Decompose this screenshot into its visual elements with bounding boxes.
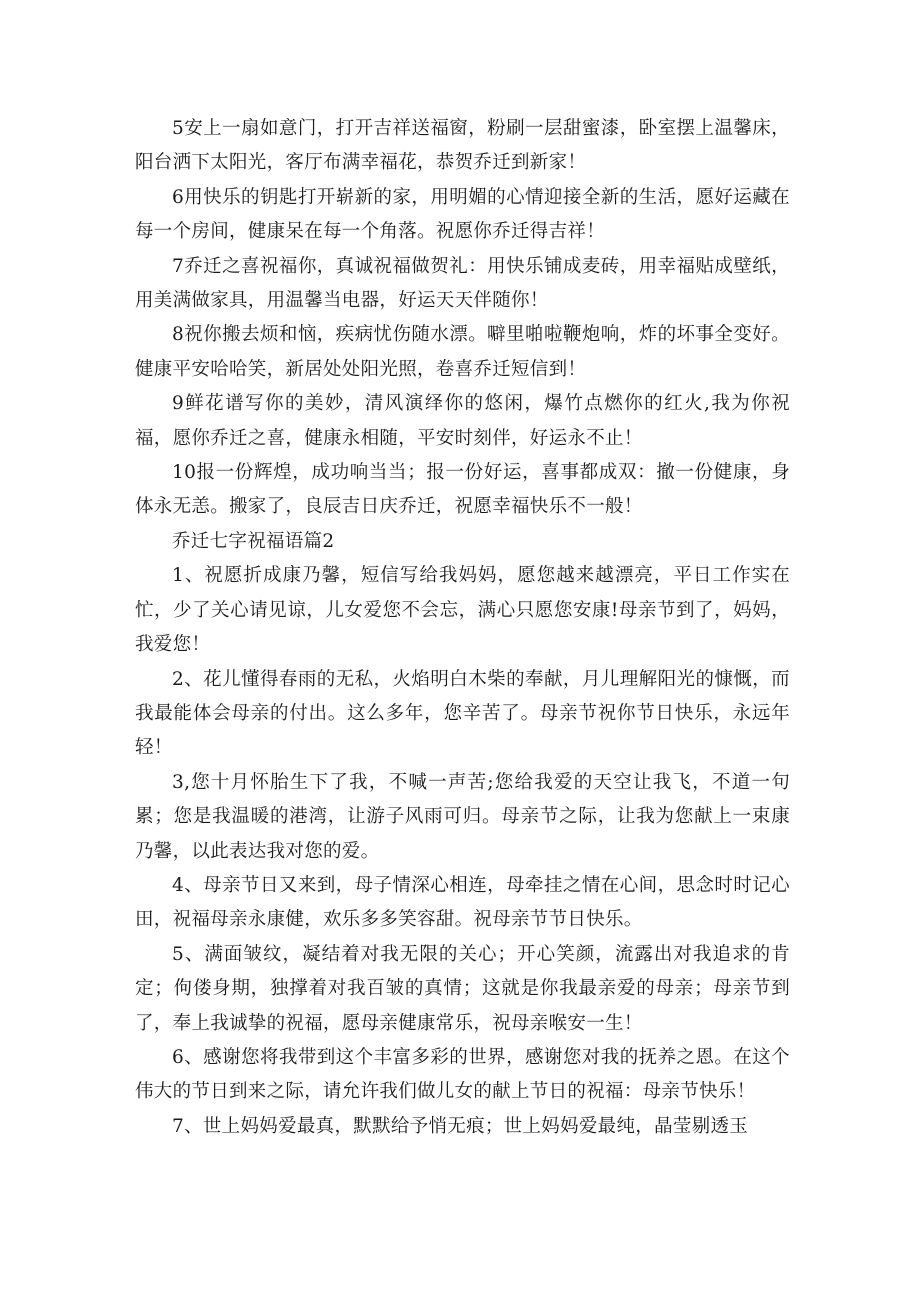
paragraph-9: 9鲜花谱写你的美妙，清风演绎你的悠闲，爆竹点燃你的红火,我为你祝福，愿你乔迁之喜，健康永相随，平安时刻伴，好运永不止！ — [135, 393, 790, 449]
mothers-day-item-7: 7、世上妈妈爱最真，默默给予悄无痕；世上妈妈爱最纯，晶莹剔透玉 — [172, 1115, 749, 1137]
mothers-day-item-1: 1、祝愿折成康乃馨，短信写给我妈妈，愿您越来越漂亮，平日工作实在忙，少了关心请见谅，儿女爱您不会忘，满心只愿您安康!母亲节到了，妈妈，我爱您！ — [135, 565, 790, 656]
paragraph-7: 7乔迁之喜祝福你，真诚祝福做贺礼：用快乐铺成麦砖，用幸福贴成壁纸，用美满做家具，用温馨当电器，好运天天伴随你！ — [135, 255, 790, 312]
paragraph-8: 8祝你搬去烦和恼，疾病忧伤随水漂。噼里啪啦鞭炮响，炸的坏事全变好。健康平安哈哈笑，新居处处阳光照，卷喜乔迁短信到！ — [135, 324, 790, 380]
mothers-day-item-4: 4、母亲节日又来到，母子情深心相连，母牵挂之情在心间，思念时时记心田，祝福母亲永康健，欢乐多多笑容甜。祝母亲节节日快乐。 — [135, 874, 790, 931]
paragraph-10: 10报一份辉煌，成功响当当；报一份好运，喜事都成双：撤一份健康，身体永无恙。搬家了，良辰吉日庆乔迁，祝愿幸福快乐不一般！ — [135, 462, 790, 518]
mothers-day-item-2: 2、花儿懂得春雨的无私，火焰明白木柴的奉献，月儿理解阳光的慷慨，而我最能体会母亲的付出。这么多年，您辛苦了。母亲节祝你节日快乐，永远年轻！ — [135, 668, 790, 759]
document-body — [135, 112, 790, 1144]
section-heading: 乔迁七字祝福语篇2 — [172, 530, 335, 552]
paragraph-6: 6用快乐的钥匙打开崭新的家，用明媚的心情迎接全新的生活，愿好运藏在每一个房间，健康呆在每一个角落。祝愿你乔迁得吉祥！ — [135, 186, 790, 243]
mothers-day-item-3: 3,您十月怀胎生下了我，不喊一声苦;您给我爱的天空让我飞，不道一句累；您是我温暖的港湾，让游子风雨可归。母亲节之际，让我为您献上一束康乃馨，以此表达我对您的爱。 — [135, 771, 790, 862]
paragraph-5: 5安上一扇如意门，打开吉祥送福窗，粉刷一层甜蜜漆，卧室摆上温馨床，阳台洒下太阳光，客厅布满幸福花，恭贺乔迁到新家！ — [135, 118, 790, 174]
mothers-day-item-6: 6、感谢您将我带到这个丰富多彩的世界，感谢您对我的抚养之恩。在这个伟大的节日到来之际，请允许我们做儿女的献上节日的祝福：母亲节快乐！ — [135, 1046, 790, 1103]
mothers-day-item-5: 5、满面皱纹，凝结着对我无限的关心；开心笑颜，流露出对我追求的肯定；佝偻身期，独撑着对我百皱的真情；这就是你我最亲爱的母亲；母亲节到了，奉上我诚挚的祝福，愿母亲健康常乐，祝母亲喉安一生！ — [135, 943, 790, 1034]
